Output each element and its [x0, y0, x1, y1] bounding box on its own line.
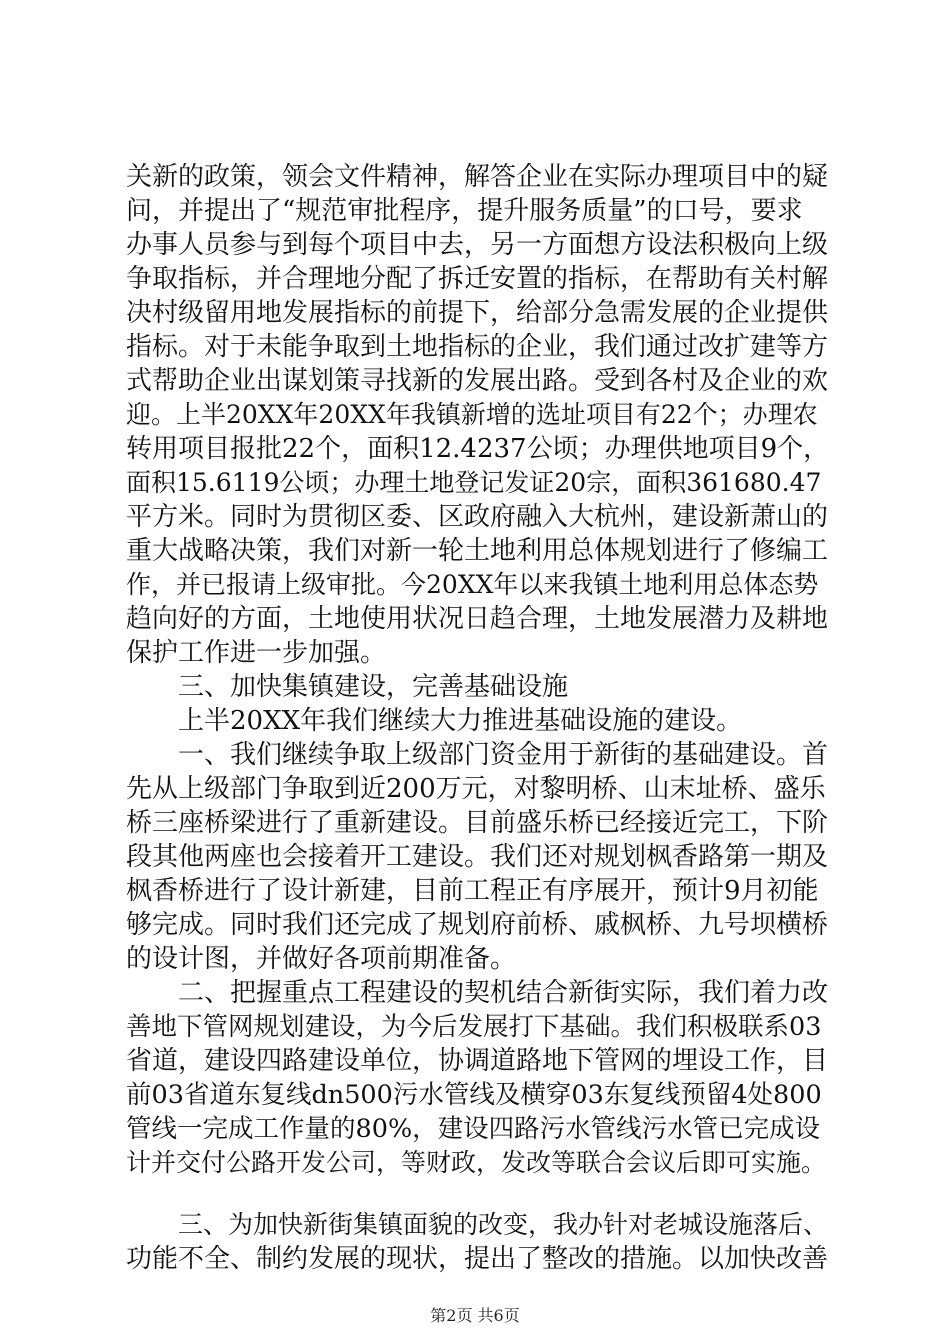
- text-line: 段其他两座也会接着开工建设。我们还对规划枫香路第一期及: [126, 842, 829, 872]
- text-line: 决村级留用地发展指标的前提下，给部分急需发展的企业提供: [126, 298, 829, 328]
- text-line: 争取指标，并合理地分配了拆迁安置的指标，在帮助有关村解: [126, 264, 829, 294]
- text-line: 上半20XX年我们继续大力推进基础设施的建设。: [178, 706, 743, 736]
- text-line: 先从上级部门争取到近200万元，对黎明桥、山末址桥、盛乐: [126, 774, 826, 804]
- page-footer: 第2页 共6页: [430, 1306, 520, 1325]
- text-line: 的设计图，并做好各项前期准备。: [126, 944, 517, 974]
- text-line: 桥三座桥梁进行了重新建设。目前盛乐桥已经接近完工，下阶: [126, 808, 829, 838]
- text-line: 功能不全、制约发展的现状，提出了整改的措施。以加快改善: [126, 1244, 829, 1274]
- text-line: 省道，建设四路建设单位，协调道路地下管网的埋设工作，目: [126, 1046, 829, 1076]
- text-line: 问，并提出了“规范审批程序，提升服务质量”的口号，要求: [126, 196, 803, 226]
- text-line: 三、为加快新街集镇面貌的改变，我办针对老城设施落后、: [178, 1210, 829, 1239]
- text-line: 平方米。同时为贯彻区委、区政府融入大杭州，建设新萧山的: [126, 502, 829, 532]
- text-line: 前03省道东复线dn500污水管线及横穿03东复线预留4处800: [126, 1080, 822, 1110]
- text-line: 关新的政策，领会文件精神，解答企业在实际办理项目中的疑: [126, 162, 829, 192]
- text-line: 迎。上半20XX年20XX年我镇新增的选址项目有22个；办理农: [126, 400, 818, 429]
- text-line: 办事人员参与到每个项目中去，另一方面想方设法积极向上级: [126, 230, 829, 260]
- text-line: 指标。对于未能争取到土地指标的企业，我们通过改扩建等方: [126, 332, 829, 362]
- text-line: 计并交付公路开发公司，等财政，发改等联合会议后即可实施。: [126, 1148, 827, 1177]
- text-line: 二、把握重点工程建设的契机结合新街实际，我们着力改: [178, 978, 829, 1008]
- text-line: 转用项目报批22个，面积12.4237公顷；办理供地项目9个，: [126, 434, 830, 464]
- text-line: 趋向好的方面，土地使用状况日趋合理，土地发展潜力及耕地: [126, 604, 829, 634]
- text-line: 枫香桥进行了设计新建，目前工程正有序展开，预计9月初能: [126, 876, 819, 906]
- text-line: 保护工作进一步加强。: [126, 638, 387, 668]
- text-line: 式帮助企业出谋划策寻找新的发展出路。受到各村及企业的欢: [126, 366, 829, 396]
- text-line: 一、我们继续争取上级部门资金用于新街的基础建设。首: [178, 740, 829, 770]
- text-line: 善地下管网规划建设，为今后发展打下基础。我们积极联系03: [126, 1012, 822, 1042]
- text-line: 够完成。同时我们还完成了规划府前桥、戚枫桥、九号坝横桥: [126, 910, 829, 940]
- section-heading: 三、加快集镇建设，完善基础设施: [178, 672, 569, 702]
- text-line: 作，并已报请上级审批。今20XX年以来我镇土地利用总体态势: [126, 570, 819, 599]
- text-line: 重大战略决策，我们对新一轮土地利用总体规划进行了修编工: [126, 536, 829, 566]
- text-line: 面积15.6119公顷；办理土地登记发证20宗，面积361680.47: [126, 468, 822, 497]
- text-line: 管线一完成工作量的80%，建设四路污水管线污水管已完成设: [126, 1114, 821, 1144]
